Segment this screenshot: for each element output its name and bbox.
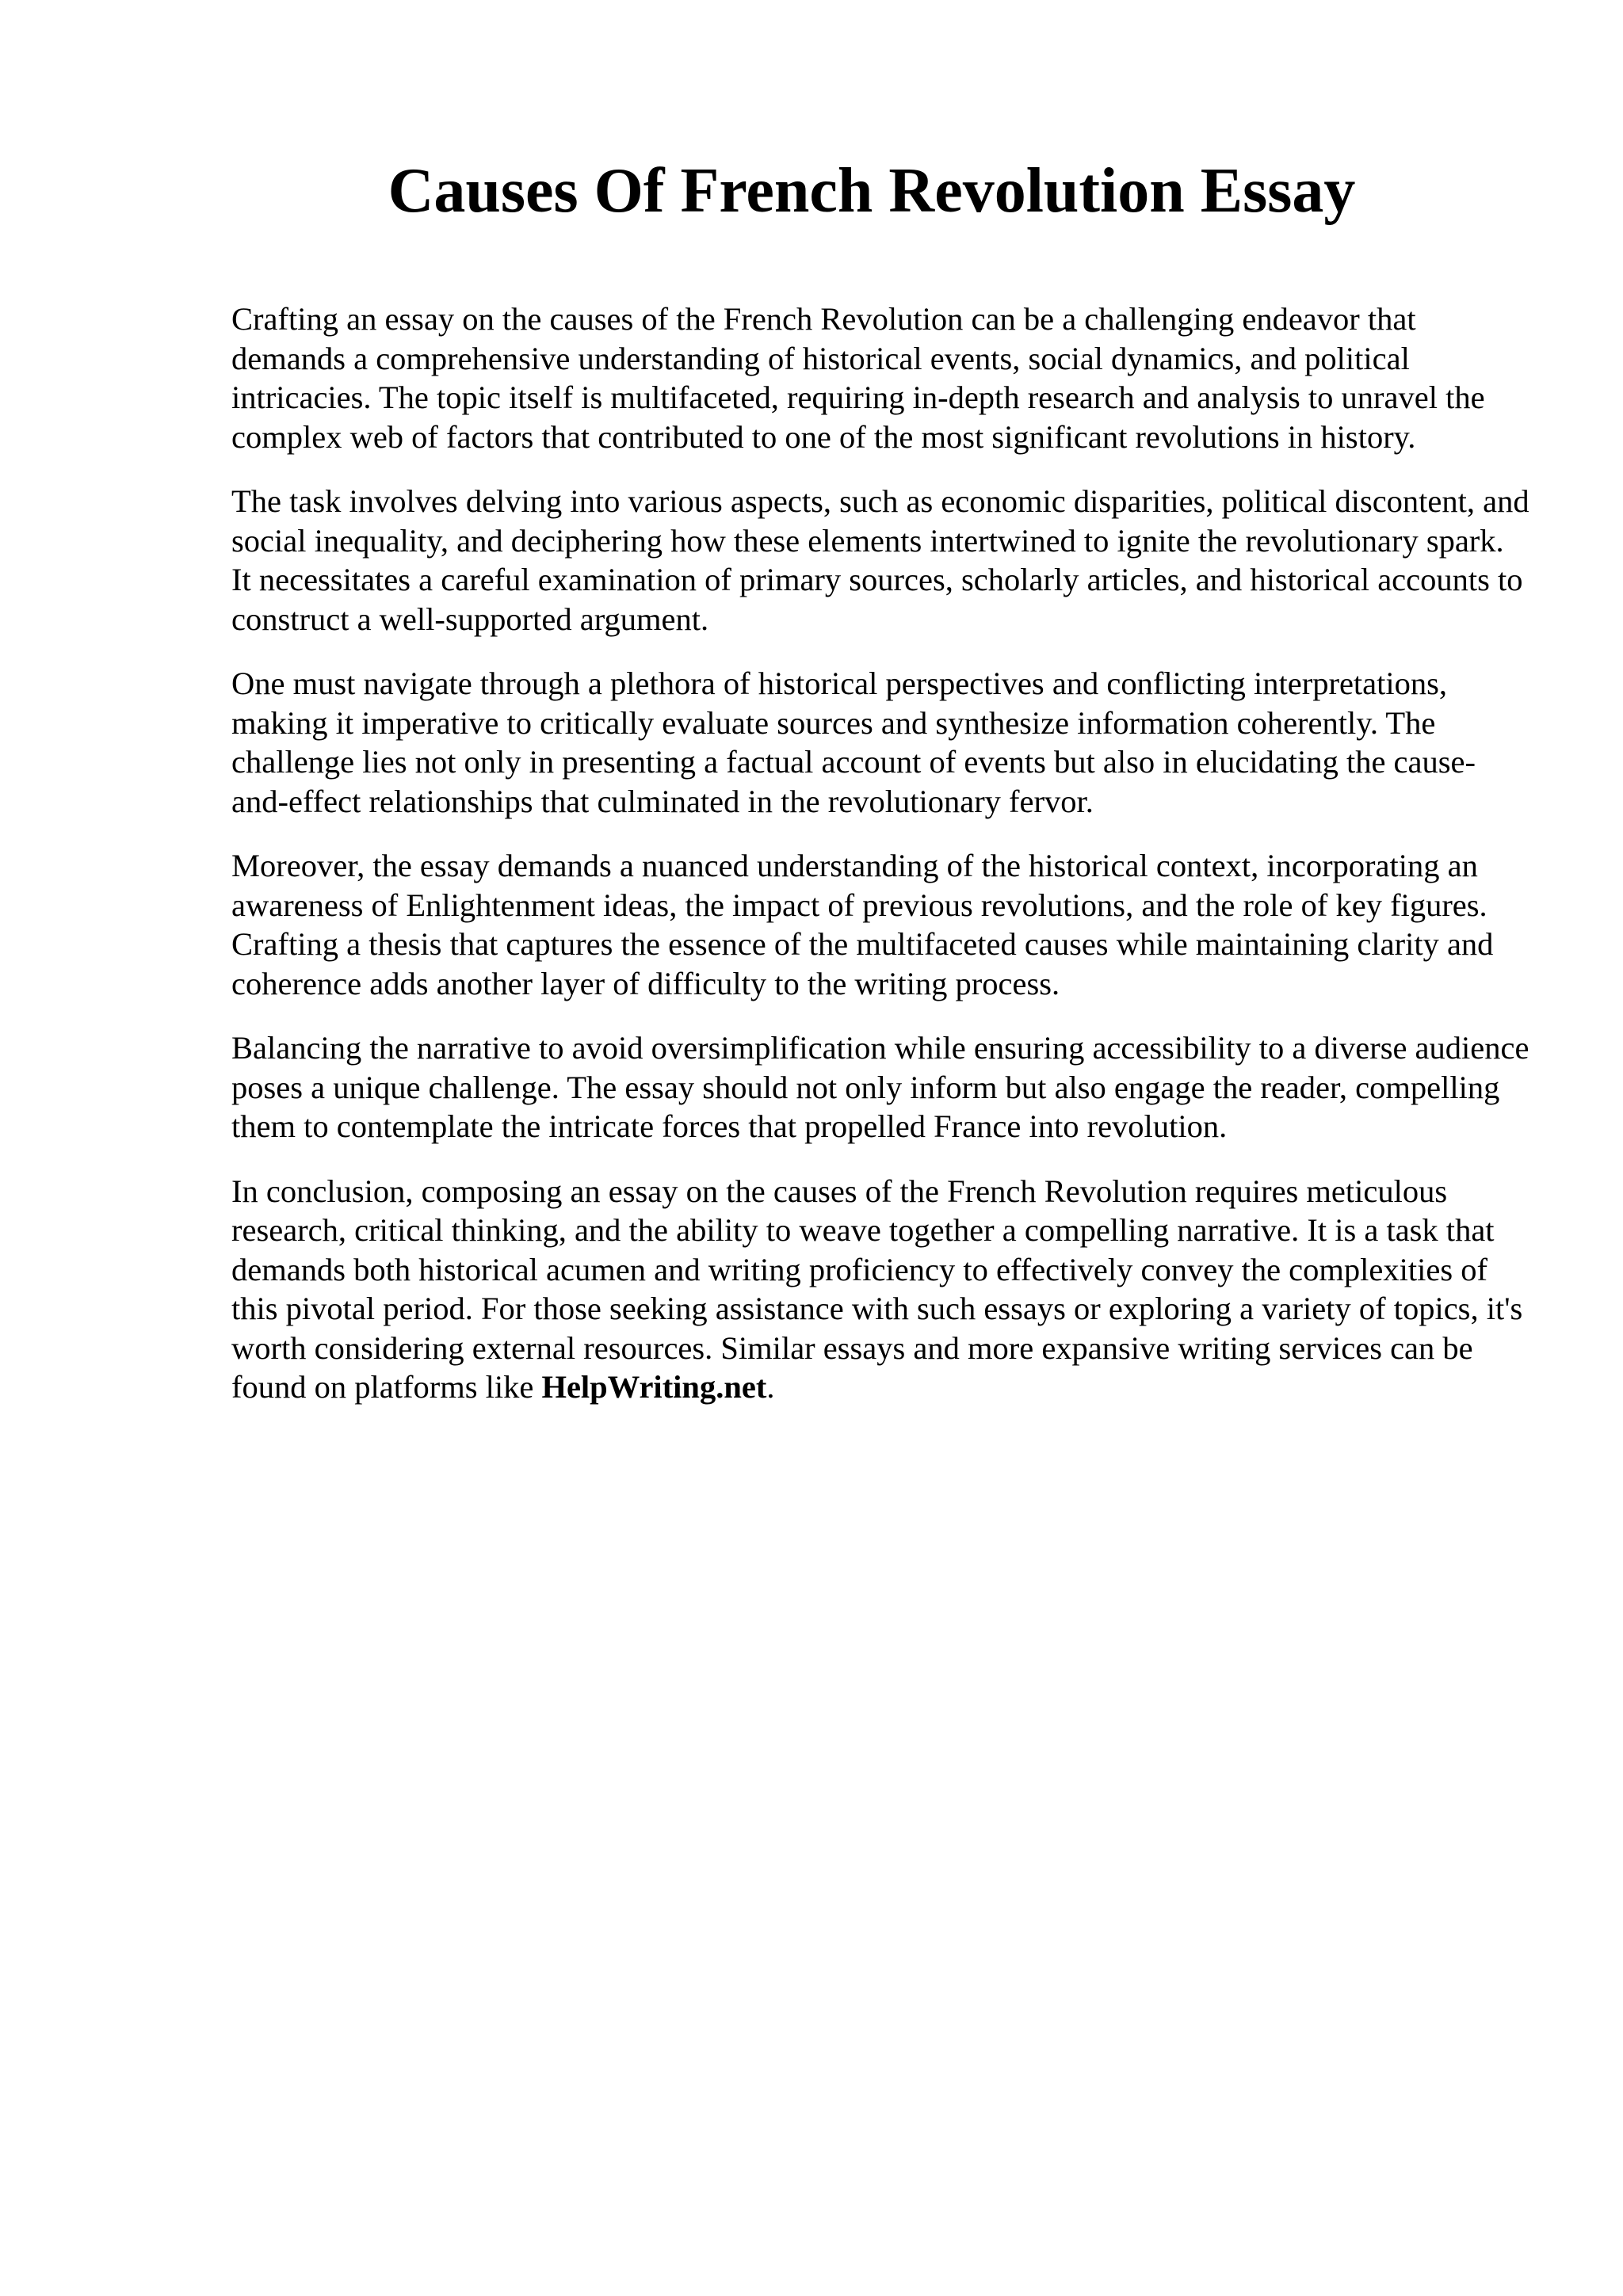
paragraph-4: Moreover, the essay demands a nuanced understanding of the historical context, incorporating an awareness of Enlightenment ideas, the impact of previous revolutions, and the role of key figures. Crafting a thesis that captures the essence of the multifaceted causes while maintaining clarity and coherence adds another layer of difficulty to the writing process. xyxy=(231,848,1494,1001)
paragraph-1: Crafting an essay on the causes of the French Revolution can be a challenging endeavor that demands a comprehensive understanding of historical events, social dynamics, and political intricacies. The topic itself is multifaceted, requiring in-depth research and analysis to unravel the complex web of factors that contributed to one of the most significant revolutions in history. xyxy=(231,301,1485,455)
conclusion-text: In conclusion, composing an essay on the causes of the French Revolution requires meticulous research, critical thinking, and the ability to weave together a compelling narrative. It is a task that demands both historical acumen and writing proficiency to effectively convey the complexities of this pivotal period. For those seeking assistance with such essays or exploring a variety of topics, it's worth considering external resources. Similar essays and more expansive writing services can be found on platforms like xyxy=(231,1173,1523,1405)
paragraph-5: Balancing the narrative to avoid oversimplification while ensuring accessibility to a diverse audience poses a unique challenge. The essay should not only inform but also engage the reader, compelling them to contemplate the intricate forces that propelled France into revolution. xyxy=(231,1030,1529,1144)
conclusion-end: . xyxy=(766,1369,775,1405)
conclusion-paragraph xyxy=(231,1172,1531,1407)
document-body xyxy=(231,299,1531,1407)
helpwriting-link[interactable]: HelpWriting.net xyxy=(541,1369,767,1405)
document-title: Causes Of French Revolution Essay xyxy=(388,156,1356,226)
paragraph-2: The task involves delving into various aspects, such as economic disparities, political discontent, and social inequality, and deciphering how these elements intertwined to ignite the revolutionary spark. It necessitates a careful examination of primary sources, scholarly articles, and historical accounts to construct a well-supported argument. xyxy=(231,483,1529,637)
paragraph-3: One must navigate through a plethora of historical perspectives and conflicting interpretations, making it imperative to critically evaluate sources and synthesize information coherently. The challenge lies not only in presenting a factual account of events but also in elucidating the cause-and-effect relationships that culminated in the revolutionary fervor. xyxy=(231,666,1476,819)
